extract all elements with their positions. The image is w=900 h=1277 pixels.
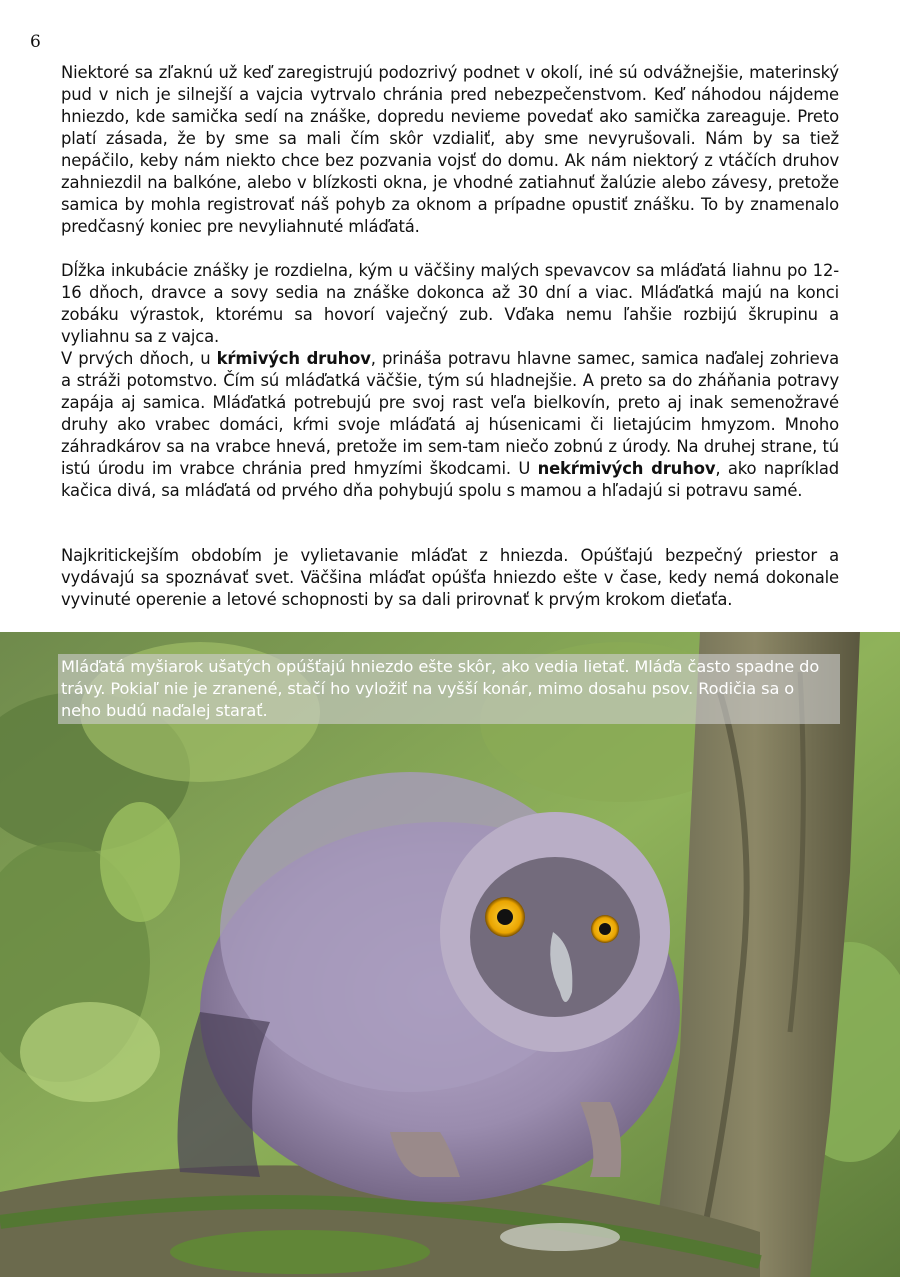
paragraph-1 bbox=[61, 62, 839, 238]
text-run: , prináša potravu hlavne samec, samica naďalej zohrieva a stráži potomstvo. Čím sú mláďatká väčšie, tým sú hladnejšie. A preto sa do zháňania potravy zapája aj samica. Mláďatká potrebujú pre svoj rast veľa bielkovín, preto aj inak semenožravé druhy ako vrabec domáci, kŕmi svoje mláďatá aj húsenicami či lietajúcim hmyzom. Mnoho záhradkárov sa na vrabce hnevá, pretože im sem-tam niečo zobnú z úrody. Na druhej strane, tú istú úrodu im vrabce chránia pred hmyzími škodcami. U bbox=[61, 349, 839, 478]
paragraph-3 bbox=[61, 545, 839, 611]
photo-caption: Mláďatá myšiarok ušatých opúšťajú hniezdo ešte skôr, ako vedia lietať. Mláďa často spadne do trávy. Pokiaľ nie je zranené, stačí ho vyložiť na vyšší konár, mimo dosahu psov. Rodičia sa o neho budú naďalej starať. bbox=[58, 654, 840, 724]
paragraph-1-text: Niektoré sa zľaknú už keď zaregistrujú podozrivý podnet v okolí, iné sú odvážnejšie, materinský pud v nich je silnejší a vajcia vytrvalo chránia pred nebezpečenstvom. Keď náhodou nájdeme hniezdo, kde samička sedí na znáške, dopredu nevieme povedať ako samička zareaguje. Preto platí zásada, že by sme sa mali čím skôr vzdialiť, aby sme nevyrušovali. Nám by sa tiež nepáčilo, keby nám niekto chce bez pozvania vojsť do domu. Ak nám niektorý z vtáčích druhov zahniezdil na balkóne, alebo v blízkosti okna, je vhodné zatiahnuť žalúzie alebo závesy, pretože samica by mohla registrovať náš pohyb za oknom a prípadne opustiť znášku. To by znamenalo predčasný koniec pre nevyliahnuté mláďatá. bbox=[61, 63, 839, 236]
bold-term-feeding-species: kŕmivých druhov bbox=[216, 349, 371, 368]
text-run: , ako napríklad kačica divá, sa mláďatá od prvého dňa pohybujú spolu s mamou a hľadajú si potravu samé. bbox=[61, 459, 840, 500]
bold-term-non-feeding-species: nekŕmivých druhov bbox=[537, 459, 716, 478]
paragraph-2-intro: Dĺžka inkubácie znášky je rozdielna, kým u väčšiny malých spevavcov sa mláďatá liahnu po 12-16 dňoch, dravce a sovy sedia na znáške dokonca až 30 dní a viac. Mláďatká majú na konci zobáku výrastok, ktorému sa hovorí vaječný zub. Vďaka nemu ľahšie rozbijú škrupinu a vyliahnu sa z vajca. bbox=[61, 261, 839, 346]
owl-chick-photo bbox=[0, 632, 900, 1277]
paragraph-3-text: Najkritickejším obdobím je vylietavanie mláďat z hniezda. Opúšťajú bezpečný priestor a vydávajú sa spoznávať svet. Väčšina mláďat opúšťa hniezdo ešte v čase, kedy nemá dokonale vyvinuté operenie a letové schopnosti by sa dali prirovnať k prvým krokom dieťaťa. bbox=[61, 546, 839, 609]
paragraph-2 bbox=[61, 260, 839, 502]
text-run: V prvých dňoch, u bbox=[61, 349, 217, 368]
page-number: 6 bbox=[30, 32, 41, 52]
paragraph-2-body bbox=[61, 348, 839, 502]
